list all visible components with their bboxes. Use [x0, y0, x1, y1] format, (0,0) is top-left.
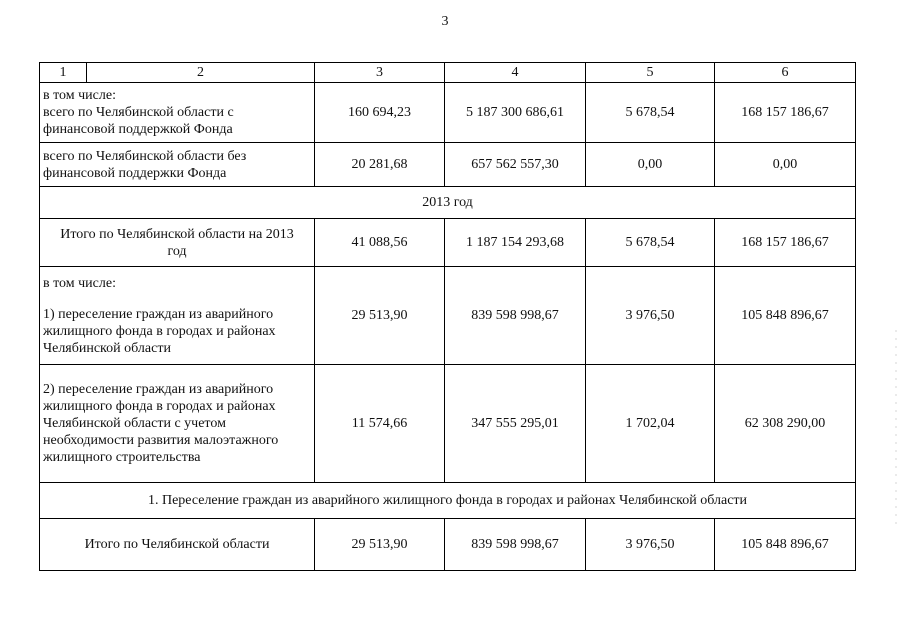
table-row: [40, 519, 856, 571]
section-heading: 1. Переселение граждан из аварийного жилищного фонда в городах и районах Челябинской области: [40, 483, 856, 519]
value-cell: 168 157 186,67: [715, 219, 856, 267]
value-cell: 0,00: [586, 143, 715, 187]
label-line: всего по Челябинской области с: [43, 105, 234, 120]
row-label: [40, 219, 315, 267]
value-cell: 1 702,04: [586, 365, 715, 483]
label-line: жилищного строительства: [43, 450, 201, 465]
table-row: [40, 267, 856, 365]
row-label: [40, 143, 315, 187]
row-label: [40, 365, 315, 483]
header-cell-1: 1: [40, 63, 87, 83]
value-cell: 0,00: [715, 143, 856, 187]
label-line: жилищного фонда в городах и районах: [43, 399, 276, 414]
table-row: [40, 365, 856, 483]
value-cell: 20 281,68: [315, 143, 445, 187]
value-cell: 657 562 557,30: [445, 143, 586, 187]
label-line: необходимости развития малоэтажного: [43, 433, 279, 448]
value-cell: 5 187 300 686,61: [445, 83, 586, 143]
value-cell: 347 555 295,01: [445, 365, 586, 483]
header-cell-4: 4: [445, 63, 586, 83]
header-row: [40, 63, 856, 83]
header-cell-2: 2: [87, 63, 315, 83]
value-cell: 3 976,50: [586, 267, 715, 365]
value-cell: 41 088,56: [315, 219, 445, 267]
value-cell: 839 598 998,67: [445, 267, 586, 365]
value-cell: 5 678,54: [586, 219, 715, 267]
header-cell-3: 3: [315, 63, 445, 83]
value-cell: 29 513,90: [315, 519, 445, 571]
label-line: в том числе:: [43, 88, 116, 103]
row-label: [40, 83, 315, 143]
section-heading-row: [40, 483, 856, 519]
value-cell: 839 598 998,67: [445, 519, 586, 571]
value-cell: 62 308 290,00: [715, 365, 856, 483]
label-line: год: [167, 243, 187, 259]
label-line: 1) переселение граждан из аварийного: [43, 306, 274, 322]
label-line: в том числе:: [43, 275, 116, 291]
scan-edge-marks: [893, 330, 899, 530]
label-line: 2) переселение граждан из аварийного: [43, 382, 274, 397]
label-line: Челябинской области с учетом: [43, 416, 226, 431]
label-line: финансовой поддержки Фонда: [43, 165, 227, 181]
row-label: [40, 267, 315, 365]
value-cell: 160 694,23: [315, 83, 445, 143]
label-line: Итого по Челябинской области на 2013: [60, 226, 294, 242]
value-cell: 5 678,54: [586, 83, 715, 143]
header-cell-5: 5: [586, 63, 715, 83]
label-line: всего по Челябинской области без: [43, 148, 247, 164]
data-table: [39, 62, 856, 571]
year-heading: 2013 год: [40, 187, 856, 219]
header-cell-6: 6: [715, 63, 856, 83]
label-line: финансовой поддержкой Фонда: [43, 122, 233, 137]
year-heading-row: [40, 187, 856, 219]
value-cell: 105 848 896,67: [715, 519, 856, 571]
value-cell: 29 513,90: [315, 267, 445, 365]
row-label: Итого по Челябинской области: [40, 519, 315, 571]
value-cell: 105 848 896,67: [715, 267, 856, 365]
value-cell: 3 976,50: [586, 519, 715, 571]
label-line: жилищного фонда в городах и районах: [43, 323, 276, 339]
table-row: [40, 219, 856, 267]
table-row: [40, 143, 856, 187]
value-cell: 168 157 186,67: [715, 83, 856, 143]
value-cell: 11 574,66: [315, 365, 445, 483]
page-number: 3: [441, 14, 449, 29]
table-row: [40, 83, 856, 143]
value-cell: 1 187 154 293,68: [445, 219, 586, 267]
label-line: Челябинской области: [43, 340, 171, 356]
